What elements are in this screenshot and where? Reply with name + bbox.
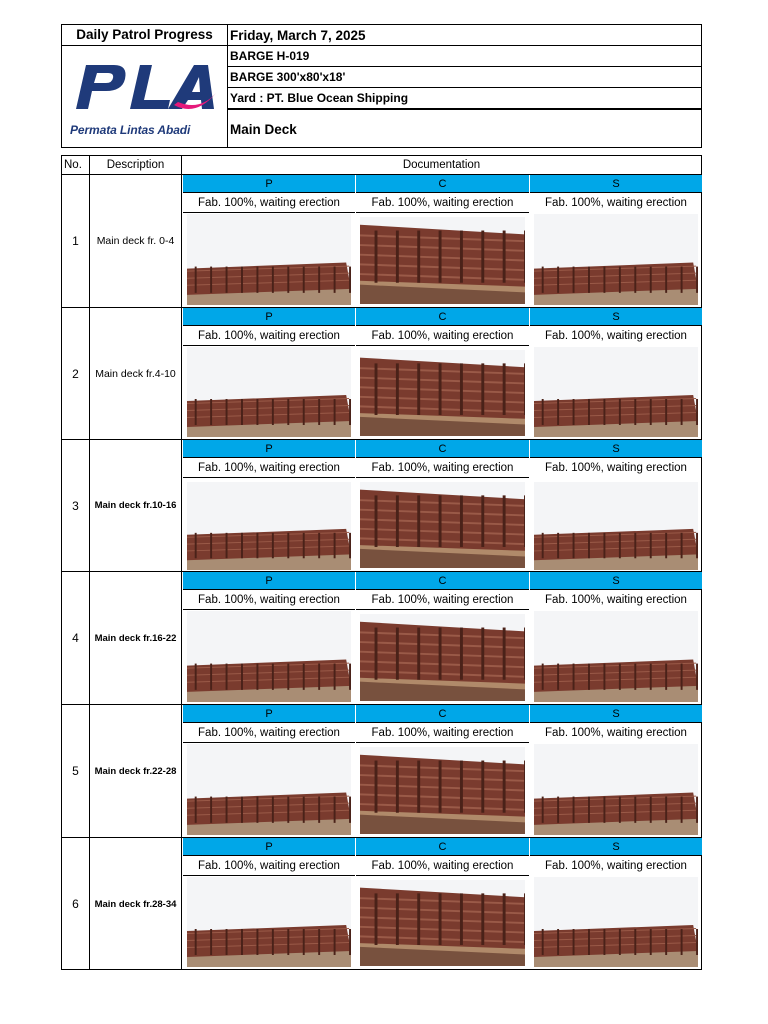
side-label-c: C	[356, 440, 529, 458]
progress-photo	[360, 350, 525, 436]
photo-cell	[530, 213, 702, 307]
row-number: 3	[62, 440, 90, 571]
progress-photo	[187, 611, 351, 702]
side-column-c	[356, 175, 529, 307]
company-name: Permata Lintas Abadi	[70, 123, 191, 137]
progress-photo	[360, 217, 525, 304]
side-column-s	[530, 705, 702, 837]
row-number: 4	[62, 572, 90, 704]
side-column-p	[183, 572, 355, 704]
side-label-c: C	[356, 838, 529, 856]
status-text: Fab. 100%, waiting erection	[183, 590, 355, 610]
side-label-s: S	[530, 838, 702, 856]
side-column-p	[183, 308, 355, 439]
status-text: Fab. 100%, waiting erection	[356, 590, 529, 610]
documentation-table	[61, 155, 702, 970]
photo-cell	[183, 346, 355, 439]
photo-cell	[530, 478, 702, 571]
status-text: Fab. 100%, waiting erection	[545, 330, 687, 342]
photo-cell	[183, 478, 355, 571]
table-row	[62, 572, 701, 705]
progress-photo	[534, 214, 698, 305]
side-column-c	[356, 440, 529, 571]
photo-cell	[356, 610, 529, 704]
progress-photo	[360, 747, 525, 834]
photo-cell	[356, 876, 529, 970]
row-number: 2	[62, 308, 90, 439]
table-row	[62, 308, 701, 440]
photo-cell	[530, 743, 702, 837]
side-label-c: C	[356, 572, 529, 590]
status-text: Fab. 100%, waiting erection	[183, 856, 355, 876]
progress-photo	[360, 614, 525, 701]
row-description: Main deck fr.22-28	[90, 705, 182, 837]
vessel-name: BARGE H-019	[228, 46, 701, 67]
column-header-documentation: Documentation	[402, 159, 481, 171]
table-row	[62, 705, 701, 838]
status-text: Fab. 100%, waiting erection	[356, 856, 529, 876]
report-date: Friday, March 7, 2025	[228, 25, 701, 46]
side-label-c: C	[356, 705, 529, 723]
progress-photo	[534, 347, 698, 437]
status-text: Fab. 100%, waiting erection	[545, 594, 687, 606]
side-label-s: S	[530, 308, 702, 326]
header-info-panel	[228, 25, 701, 147]
progress-photo	[534, 611, 698, 702]
photo-cell	[183, 743, 355, 837]
side-column-s	[530, 440, 702, 571]
status-text: Fab. 100%, waiting erection	[183, 723, 355, 743]
pla-logo-graphic	[70, 55, 220, 117]
photo-cell	[530, 876, 702, 970]
side-column-s	[530, 838, 702, 970]
side-label-s: S	[530, 705, 702, 723]
row-description: Main deck fr.10-16	[90, 440, 182, 571]
side-column-c	[356, 308, 529, 439]
progress-photo	[187, 482, 351, 570]
table-row	[62, 175, 701, 308]
status-text: Fab. 100%, waiting erection	[356, 723, 529, 743]
vessel-dimensions: BARGE 300'x80'x18'	[228, 67, 701, 88]
side-label-p: P	[183, 572, 355, 590]
photo-cell	[356, 478, 529, 571]
status-text: Fab. 100%, waiting erection	[356, 193, 529, 213]
side-column-c	[356, 572, 529, 704]
status-text: Fab. 100%, waiting erection	[545, 727, 687, 739]
side-column-c	[356, 838, 529, 970]
photo-cell	[356, 743, 529, 837]
side-column-p	[183, 705, 355, 837]
side-label-p: P	[183, 175, 355, 193]
report-header	[61, 24, 702, 148]
column-header-description: Description	[90, 156, 182, 174]
progress-photo	[187, 347, 351, 437]
side-column-p	[183, 838, 355, 970]
progress-photo	[360, 880, 525, 966]
row-description: Main deck fr.4-10	[90, 308, 182, 439]
progress-photo	[534, 744, 698, 835]
status-text: Fab. 100%, waiting erection	[356, 458, 529, 478]
side-label-p: P	[183, 440, 355, 458]
progress-photo	[187, 744, 351, 835]
side-label-s: S	[530, 175, 702, 193]
column-header-no: No.	[62, 156, 90, 174]
side-column-c	[356, 705, 529, 837]
photo-cell	[183, 610, 355, 704]
table-row	[62, 838, 701, 970]
progress-photo	[534, 877, 698, 967]
side-label-s: S	[530, 440, 702, 458]
side-label-c: C	[356, 308, 529, 326]
progress-photo	[360, 482, 525, 568]
table-header	[62, 156, 701, 175]
section-name: Main Deck	[230, 122, 297, 137]
side-column-s	[530, 572, 702, 704]
report-title: Daily Patrol Progress	[62, 25, 227, 46]
side-label-c: C	[356, 175, 529, 193]
status-text: Fab. 100%, waiting erection	[183, 193, 355, 213]
row-description: Main deck fr.28-34	[90, 838, 182, 970]
status-text: Fab. 100%, waiting erection	[183, 326, 355, 346]
side-label-p: P	[183, 838, 355, 856]
side-column-s	[530, 308, 702, 439]
yard-name: Yard : PT. Blue Ocean Shipping	[228, 88, 701, 110]
status-text: Fab. 100%, waiting erection	[545, 197, 687, 209]
progress-photo	[534, 482, 698, 570]
photo-cell	[356, 346, 529, 439]
photo-cell	[183, 876, 355, 970]
status-text: Fab. 100%, waiting erection	[545, 462, 687, 474]
row-description: Main deck fr.16-22	[90, 572, 182, 704]
side-column-p	[183, 440, 355, 571]
status-text: Fab. 100%, waiting erection	[545, 860, 687, 872]
header-logo-panel	[62, 25, 228, 147]
row-number: 1	[62, 175, 90, 307]
progress-photo	[187, 214, 351, 305]
row-description: Main deck fr. 0-4	[90, 175, 182, 307]
side-label-p: P	[183, 705, 355, 723]
status-text: Fab. 100%, waiting erection	[183, 458, 355, 478]
side-column-p	[183, 175, 355, 307]
photo-cell	[530, 610, 702, 704]
photo-cell	[530, 346, 702, 439]
side-column-s	[530, 175, 702, 307]
row-number: 5	[62, 705, 90, 837]
photo-cell	[356, 213, 529, 307]
table-row	[62, 440, 701, 572]
side-label-p: P	[183, 308, 355, 326]
photo-cell	[183, 213, 355, 307]
row-number: 6	[62, 838, 90, 970]
progress-photo	[187, 877, 351, 967]
side-label-s: S	[530, 572, 702, 590]
status-text: Fab. 100%, waiting erection	[356, 326, 529, 346]
company-logo	[70, 55, 220, 117]
